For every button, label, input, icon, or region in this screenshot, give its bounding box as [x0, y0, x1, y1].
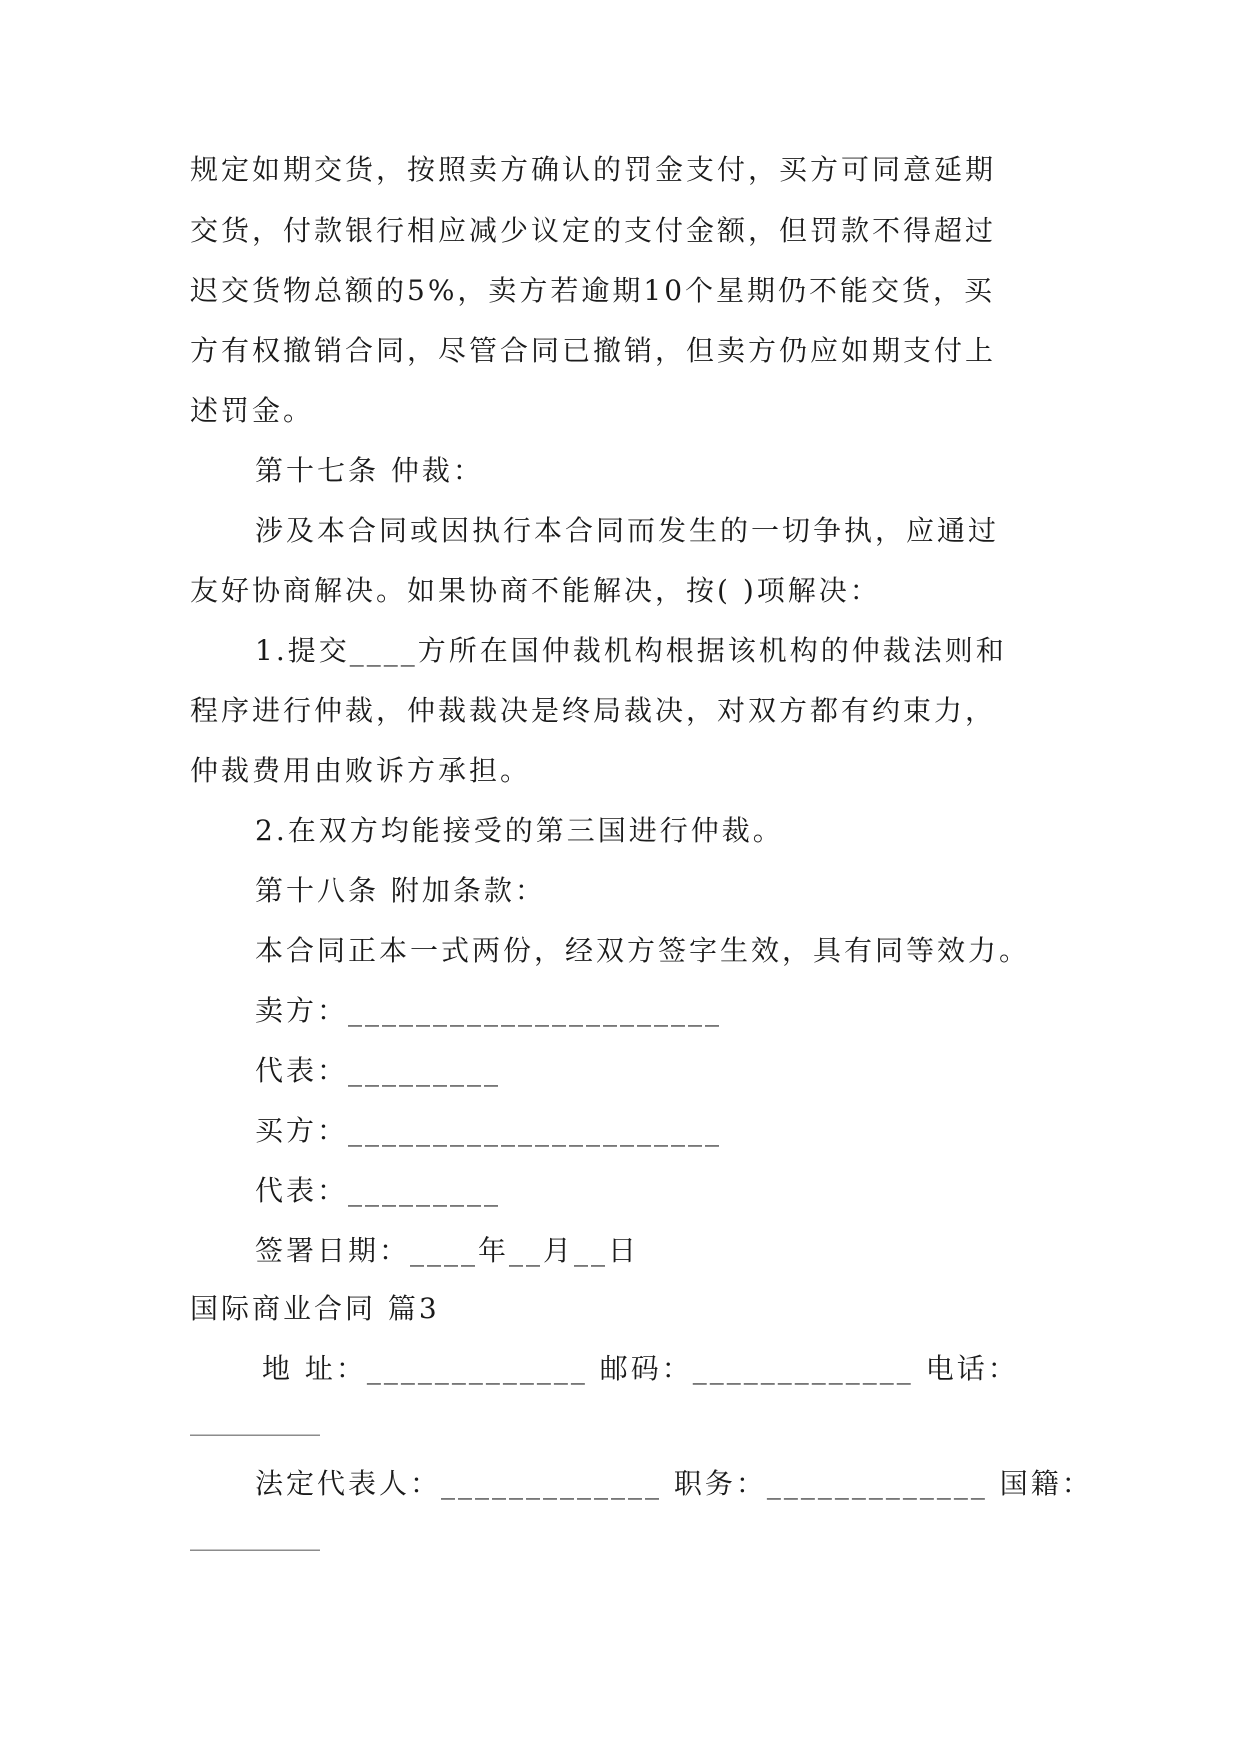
paragraph-line: 涉及本合同或因执行本合同而发生的一切争执，应通过	[255, 514, 1000, 547]
paragraph-line: 本合同正本一式两份，经双方签字生效，具有同等效力。	[255, 934, 1031, 967]
paragraph-line: 友好协商解决。如果协商不能解决，按( )项解决：	[190, 574, 881, 607]
paragraph-line: 述罚金。	[190, 394, 315, 427]
nationality-blank-line: _____________	[190, 1527, 320, 1551]
paragraph-line: 交货，付款银行相应减少议定的支付金额，但罚款不得超过	[190, 214, 997, 247]
paragraph-line: 仲裁费用由败诉方承担。	[190, 754, 532, 787]
list-item: 2.在双方均能接受的第三国进行仲裁。	[255, 814, 784, 847]
article-heading: 第十八条 附加条款：	[255, 874, 546, 907]
paragraph-line: 方有权撤销合同，尽管合同已撤销，但卖方仍应如期支付上	[190, 334, 997, 367]
paragraph-line: 程序进行仲裁，仲裁裁决是终局裁决，对双方都有约束力，	[190, 694, 997, 727]
signing-date-line: 签署日期：____年__月__日	[255, 1234, 640, 1267]
buyer-signature-line: 买方：______________________	[255, 1114, 723, 1147]
list-item: 1.提交____方所在国仲裁机构根据该机构的仲裁法则和	[255, 634, 1007, 667]
buyer-representative-line: 代表：_________	[255, 1174, 502, 1207]
seller-signature-line: 卖方：______________________	[255, 994, 723, 1027]
legal-representative-line: 法定代表人：_____________ 职务：_____________ 国籍：	[255, 1467, 1093, 1500]
address-fields-line: 地 址：_____________ 邮码：_____________ 电话：	[262, 1352, 1019, 1385]
paragraph-line: 迟交货物总额的5%，卖方若逾期10个星期仍不能交货，买	[190, 274, 996, 307]
section-title: 国际商业合同 篇3	[190, 1292, 440, 1325]
article-heading: 第十七条 仲裁：	[255, 454, 484, 487]
paragraph-line: 规定如期交货，按照卖方确认的罚金支付，买方可同意延期	[190, 153, 997, 186]
seller-representative-line: 代表：_________	[255, 1054, 502, 1087]
phone-blank-line: _____________	[190, 1412, 320, 1436]
